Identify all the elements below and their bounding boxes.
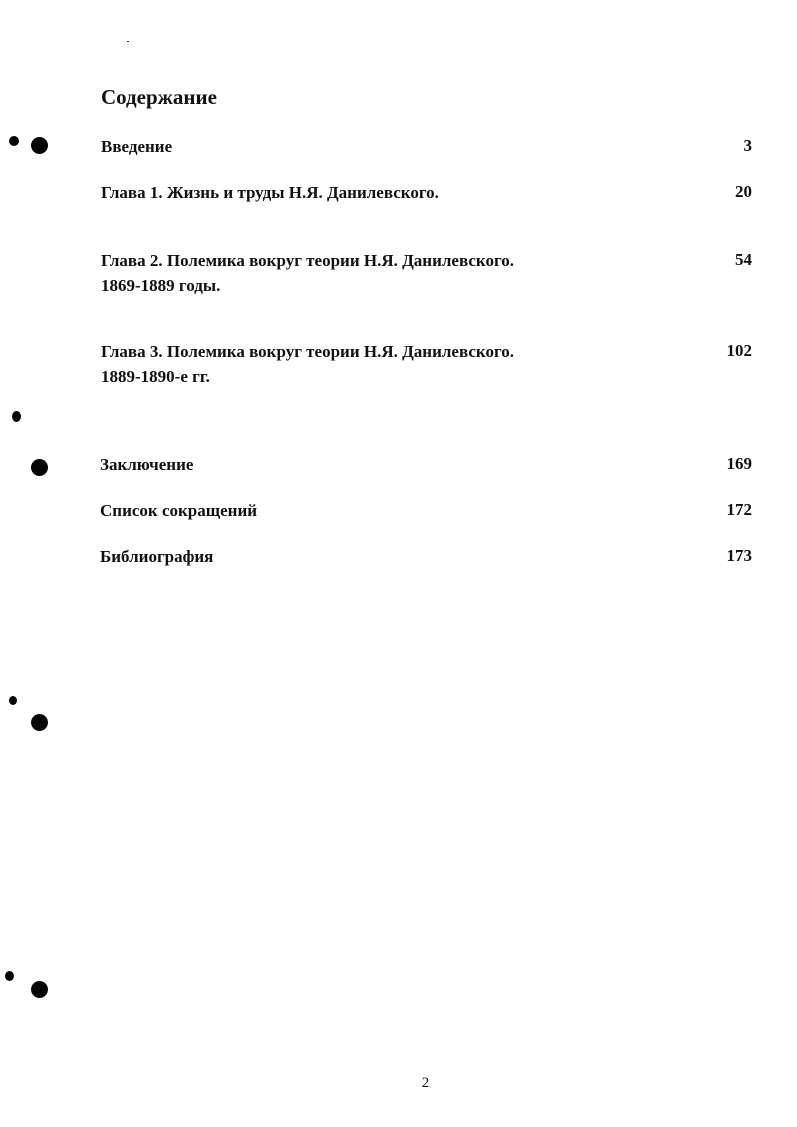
hole-punch-mark xyxy=(9,696,17,705)
hole-punch-mark xyxy=(31,714,48,731)
toc-page-conclusion: 169 xyxy=(726,454,752,473)
toc-page-introduction: 3 xyxy=(743,136,752,155)
hole-punch-mark xyxy=(31,981,48,998)
hole-punch-mark xyxy=(9,136,19,146)
toc-entry-chapter-2-line-2: 1869-1889 годы. xyxy=(101,276,221,295)
hole-punch-mark xyxy=(12,411,21,422)
toc-entry-bibliography: Библиография xyxy=(100,547,214,566)
toc-page-bibliography: 173 xyxy=(726,546,752,565)
toc-entry-chapter-1: Глава 1. Жизнь и труды Н.Я. Данилевского. xyxy=(101,183,439,202)
toc-page-chapter-1: 20 xyxy=(735,182,752,201)
toc-entry-conclusion: Заключение xyxy=(100,455,194,474)
toc-entry-abbreviations: Список сокращений xyxy=(100,501,258,520)
toc-entry-chapter-3 xyxy=(101,339,621,389)
toc-entry-chapter-2-line-1: Глава 2. Полемика вокруг теории Н.Я. Данилевского. xyxy=(101,251,515,270)
toc-entry-chapter-3-line-1: Глава 3. Полемика вокруг теории Н.Я. Данилевского. xyxy=(101,342,515,361)
toc-page-chapter-3: 102 xyxy=(726,341,752,360)
hole-punch-mark xyxy=(31,459,48,476)
toc-entry-chapter-2 xyxy=(101,248,621,298)
toc-entry-introduction: Введение xyxy=(101,137,173,156)
scan-speck xyxy=(127,41,129,42)
toc-page-chapter-2: 54 xyxy=(735,250,752,269)
hole-punch-mark xyxy=(5,971,14,981)
toc-page-abbreviations: 172 xyxy=(726,500,752,519)
hole-punch-mark xyxy=(31,137,48,154)
toc-entry-chapter-3-line-2: 1889-1890-е гг. xyxy=(101,367,210,386)
page-number: 2 xyxy=(421,1075,430,1091)
toc-title: Содержание xyxy=(101,85,217,109)
